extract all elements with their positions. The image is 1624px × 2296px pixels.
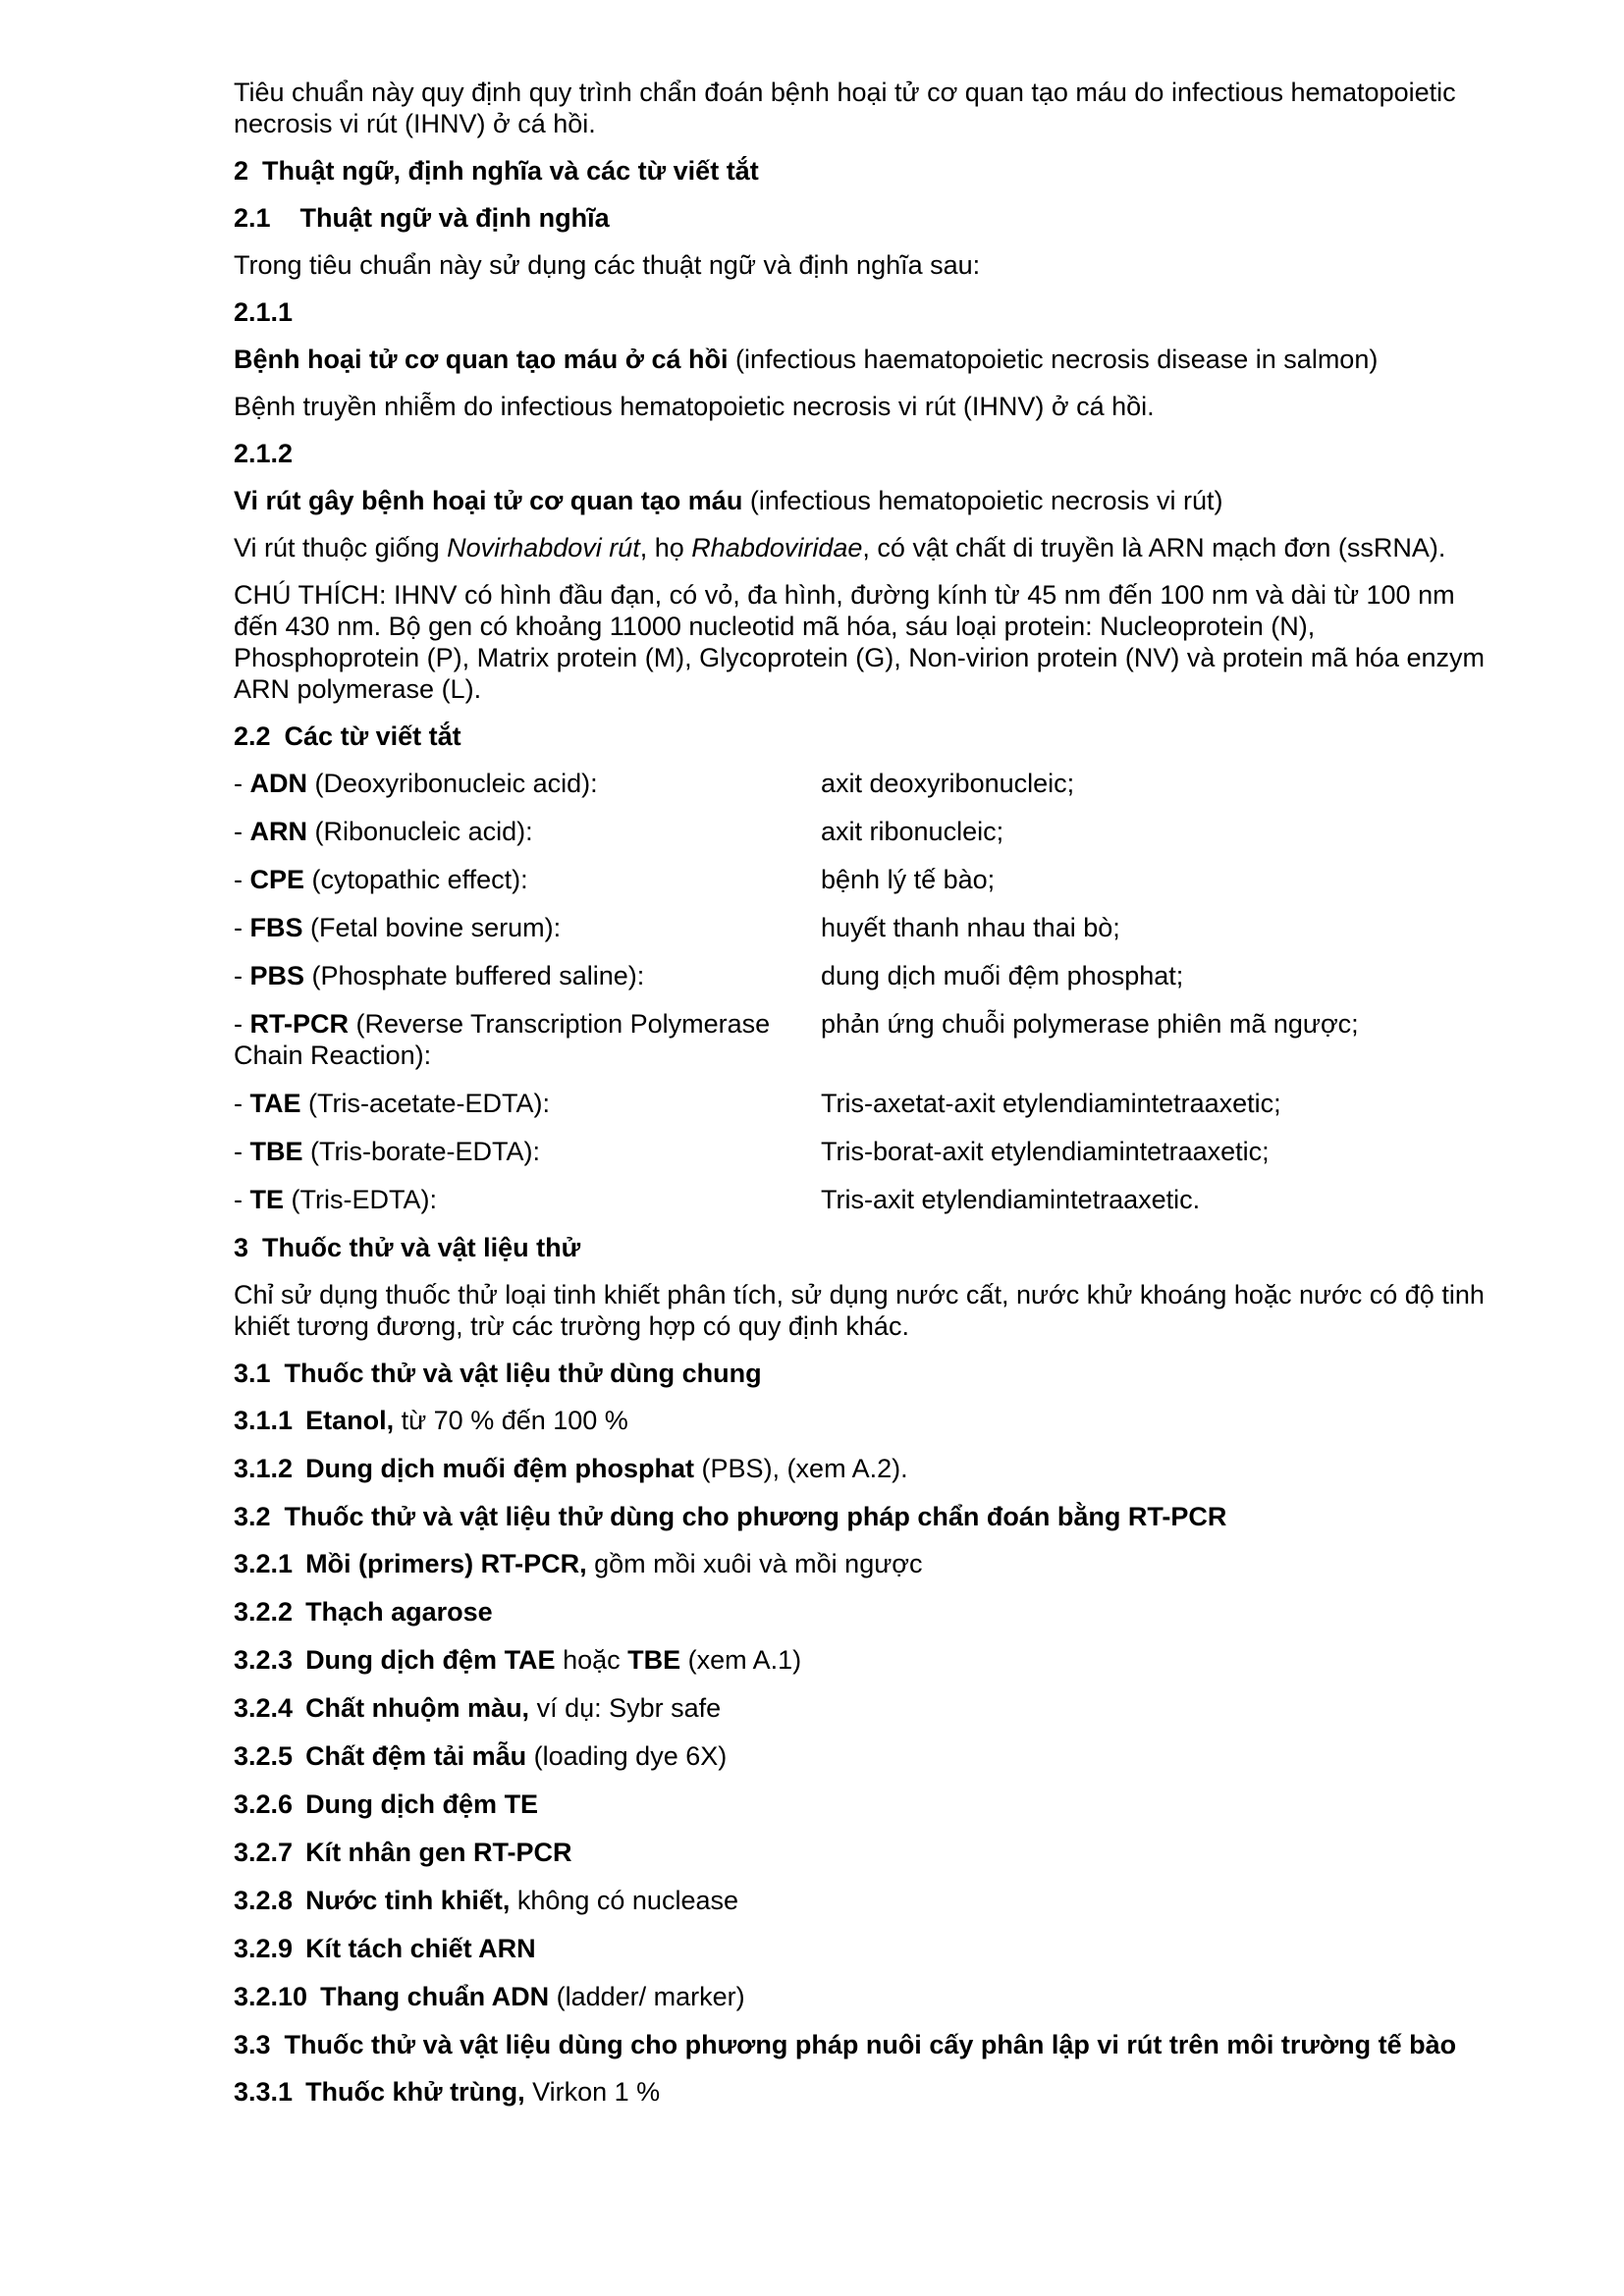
abbreviation-meaning: Tris-axetat-axit etylendiamintetraaxetic; (821, 1089, 1281, 1118)
section-3-2-heading (234, 1501, 1490, 1532)
item-3-1-1 (234, 1405, 1490, 1436)
definition-text: , họ (639, 533, 692, 562)
item-name: Thuốc khử trùng, (305, 2077, 525, 2107)
term-2-note: CHÚ THÍCH: IHNV có hình đầu đạn, có vỏ, đa hình, đường kính từ 45 nm đến 100 nm và dài từ 100 nm đến 430 nm. Bộ gen có khoảng 11000 nucleotid mã hóa, sáu loại protein: Nucleoprotein (N), Phosphoprotein (P), Matrix protein (M), Glycoprotein (G), Non-virion protein (NV) và protein mã hóa enzym ARN polymerase (L). (234, 580, 1485, 704)
abbreviation: ARN (249, 817, 307, 846)
abbreviation: RT-PCR (249, 1009, 349, 1039)
abbreviation-term (234, 912, 821, 943)
abbreviation-term (234, 768, 821, 799)
section-title: Thuốc thử và vật liệu thử dùng cho phương pháp chẩn đoán bằng RT-PCR (284, 1502, 1227, 1531)
section-number: 3 (234, 1233, 249, 1262)
term-english: (infectious haematopoietic necrosis disease in salmon) (728, 345, 1379, 374)
term-name: Bệnh hoại tử cơ quan tạo máu ở cá hồi (234, 345, 729, 374)
term-1-number: 2.1.1 (234, 297, 294, 327)
abbreviation-meaning: Tris-borat-axit etylendiamintetraaxetic; (821, 1137, 1270, 1166)
abbreviation-term (234, 960, 821, 991)
item-3-2-8 (234, 1885, 1490, 1916)
abbreviation-row (234, 1184, 1490, 1215)
item-name: Dung dịch đệm TAE (305, 1645, 556, 1675)
abbreviation-row (234, 816, 1490, 847)
dash: - (234, 817, 250, 846)
item-name: Kít nhân gen RT-PCR (305, 1838, 572, 1867)
item-description: gồm mồi xuôi và mồi ngược (586, 1549, 923, 1578)
abbreviation-meaning: bệnh lý tế bào; (821, 865, 996, 894)
abbreviation-row (234, 768, 1490, 799)
section-number: 3.1 (234, 1359, 271, 1388)
dash: - (234, 1137, 250, 1166)
item-name: Thạch agarose (305, 1597, 493, 1627)
family-name: Rhabdoviridae (691, 533, 863, 562)
abbreviation-meaning: Tris-axit etylendiamintetraaxetic. (821, 1185, 1201, 1214)
dash: - (234, 961, 250, 990)
item-description: hoặc (555, 1645, 628, 1675)
item-number: 3.3.1 (234, 2077, 294, 2107)
abbreviation-row (234, 1088, 1490, 1119)
section-number: 3.3 (234, 2030, 271, 2059)
section-number: 2.1 (234, 203, 271, 233)
item-number: 3.2.10 (234, 1982, 308, 2011)
section-title: Thuật ngữ, định nghĩa và các từ viết tắt (262, 156, 759, 186)
item-number: 3.2.3 (234, 1645, 294, 1675)
item-name: Chất đệm tải mẫu (305, 1741, 527, 1771)
section-title: Thuốc thử và vật liệu thử (262, 1233, 581, 1262)
section-number: 2 (234, 156, 249, 186)
item-description: ví dụ: Sybr safe (529, 1693, 722, 1723)
genus-name: Novirhabdovi rút (447, 533, 640, 562)
item-3-2-10 (234, 1981, 1490, 2012)
abbreviation-full: (Tris-borate-EDTA): (302, 1137, 541, 1166)
abbreviation: ADN (249, 769, 307, 798)
abbreviation-full: (Deoxyribonucleic acid): (307, 769, 598, 798)
section-title: Thuốc thử và vật liệu dùng cho phương pháp nuôi cấy phân lập vi rút trên môi trường tế bào (284, 2030, 1457, 2059)
section-3-1-heading (234, 1358, 1490, 1389)
section-title: Các từ viết tắt (284, 721, 461, 751)
item-number: 3.2.8 (234, 1886, 294, 1915)
section-2-1-intro: Trong tiêu chuẩn này sử dụng các thuật ngữ và định nghĩa sau: (234, 250, 981, 280)
term-name: Vi rút gây bệnh hoại tử cơ quan tạo máu (234, 486, 743, 515)
abbreviation-term (234, 1088, 821, 1119)
item-name: Etanol, (305, 1406, 395, 1435)
section-number: 2.2 (234, 721, 271, 751)
abbreviation-row (234, 1008, 1490, 1071)
item-name: Thang chuẩn ADN (320, 1982, 550, 2011)
definition-text: , có vật chất di truyền là ARN mạch đơn (ssRNA). (862, 533, 1446, 562)
section-title: Thuật ngữ và định nghĩa (299, 203, 610, 233)
term-2-definition (234, 532, 1490, 563)
section-2-2-heading (234, 721, 1490, 752)
section-3-heading (234, 1232, 1490, 1263)
abbreviation-list (234, 768, 1490, 1215)
intro-paragraph: Tiêu chuẩn này quy định quy trình chẩn đoán bệnh hoại tử cơ quan tạo máu do infectious hematopoietic necrosis vi rút (IHNV) ở cá hồi. (234, 78, 1456, 138)
item-number: 3.1.1 (234, 1406, 294, 1435)
abbreviation-row (234, 1136, 1490, 1167)
item-number: 3.2.6 (234, 1789, 294, 1819)
item-3-1-2 (234, 1453, 1490, 1484)
abbreviation-full: (Reverse Transcription Polymerase Chain Reaction): (234, 1009, 771, 1070)
term-2-number: 2.1.2 (234, 439, 294, 468)
term-english: (infectious hematopoietic necrosis vi rút) (742, 486, 1223, 515)
item-3-2-9 (234, 1933, 1490, 1964)
item-3-2-5 (234, 1740, 1490, 1772)
abbreviation-term (234, 1008, 821, 1071)
section-number: 3.2 (234, 1502, 271, 1531)
abbreviation-meaning: dung dịch muối đệm phosphat; (821, 961, 1184, 990)
term-1-title (234, 344, 1490, 375)
item-number: 3.1.2 (234, 1454, 294, 1483)
abbreviation-row (234, 912, 1490, 943)
section-title: Thuốc thử và vật liệu thử dùng chung (284, 1359, 762, 1388)
item-description: từ 70 % đến 100 % (394, 1406, 628, 1435)
dash: - (234, 1185, 250, 1214)
abbreviation: TAE (249, 1089, 301, 1118)
abbreviation-meaning: phản ứng chuỗi polymerase phiên mã ngược; (821, 1009, 1359, 1039)
abbreviation-term (234, 1136, 821, 1167)
item-number: 3.2.9 (234, 1934, 294, 1963)
item-description: (ladder/ marker) (549, 1982, 745, 2011)
dash: - (234, 913, 250, 942)
term-1-definition: Bệnh truyền nhiễm do infectious hematopoietic necrosis vi rút (IHNV) ở cá hồi. (234, 392, 1155, 421)
abbreviation: PBS (249, 961, 305, 990)
item-3-2-4 (234, 1692, 1490, 1724)
item-name: Nước tinh khiết, (305, 1886, 511, 1915)
abbreviation-full: (cytopathic effect): (304, 865, 528, 894)
abbreviation-full: (Ribonucleic acid): (307, 817, 533, 846)
abbreviation: CPE (249, 865, 305, 894)
abbreviation-row (234, 864, 1490, 895)
item-name: Chất nhuộm màu, (305, 1693, 530, 1723)
item-3-2-1 (234, 1548, 1490, 1579)
abbreviation: TBE (249, 1137, 303, 1166)
item-number: 3.2.4 (234, 1693, 294, 1723)
abbreviation-full: (Tris-EDTA): (284, 1185, 437, 1214)
item-3-2-7 (234, 1837, 1490, 1868)
section-2-heading (234, 155, 1490, 187)
item-description: không có nuclease (510, 1886, 738, 1915)
item-3-3-1 (234, 2076, 1490, 2108)
item-3-2-2 (234, 1596, 1490, 1628)
item-description: Virkon 1 % (524, 2077, 661, 2107)
abbreviation-full: (Phosphate buffered saline): (304, 961, 645, 990)
document-page (234, 77, 1490, 2124)
item-description: (PBS), (xem A.2). (694, 1454, 908, 1483)
abbreviation-term (234, 864, 821, 895)
abbreviation-meaning: axit deoxyribonucleic; (821, 769, 1075, 798)
item-name: Dung dịch muối đệm phosphat (305, 1454, 695, 1483)
dash: - (234, 865, 250, 894)
item-name: Kít tách chiết ARN (305, 1934, 536, 1963)
item-name: TBE (627, 1645, 681, 1675)
item-number: 3.2.5 (234, 1741, 294, 1771)
abbreviation-meaning: axit ribonucleic; (821, 817, 1004, 846)
item-name: Dung dịch đệm TE (305, 1789, 539, 1819)
abbreviation-term (234, 1184, 821, 1215)
abbreviation: FBS (249, 913, 303, 942)
item-name: Mồi (primers) RT-PCR, (305, 1549, 587, 1578)
item-description: (loading dye 6X) (526, 1741, 728, 1771)
term-2-title (234, 485, 1490, 516)
section-3-3-heading (234, 2029, 1490, 2060)
item-3-2-3 (234, 1644, 1490, 1676)
abbreviation: TE (249, 1185, 285, 1214)
abbreviation-term (234, 816, 821, 847)
item-number: 3.2.2 (234, 1597, 294, 1627)
dash: - (234, 769, 250, 798)
item-number: 3.2.7 (234, 1838, 294, 1867)
abbreviation-meaning: huyết thanh nhau thai bò; (821, 913, 1120, 942)
section-3-intro: Chỉ sử dụng thuốc thử loại tinh khiết phân tích, sử dụng nước cất, nước khử khoáng hoặc nước có độ tinh khiết tương đương, trừ các trường hợp có quy định khác. (234, 1280, 1485, 1341)
item-3-2-6 (234, 1789, 1490, 1820)
abbreviation-full: (Tris-acetate-EDTA): (300, 1089, 551, 1118)
abbreviation-row (234, 960, 1490, 991)
definition-text: Vi rút thuộc giống (234, 533, 448, 562)
section-2-1-heading (234, 202, 1490, 234)
item-description: (xem A.1) (680, 1645, 802, 1675)
dash: - (234, 1009, 250, 1039)
dash: - (234, 1089, 250, 1118)
abbreviation-full: (Fetal bovine serum): (302, 913, 562, 942)
item-number: 3.2.1 (234, 1549, 294, 1578)
